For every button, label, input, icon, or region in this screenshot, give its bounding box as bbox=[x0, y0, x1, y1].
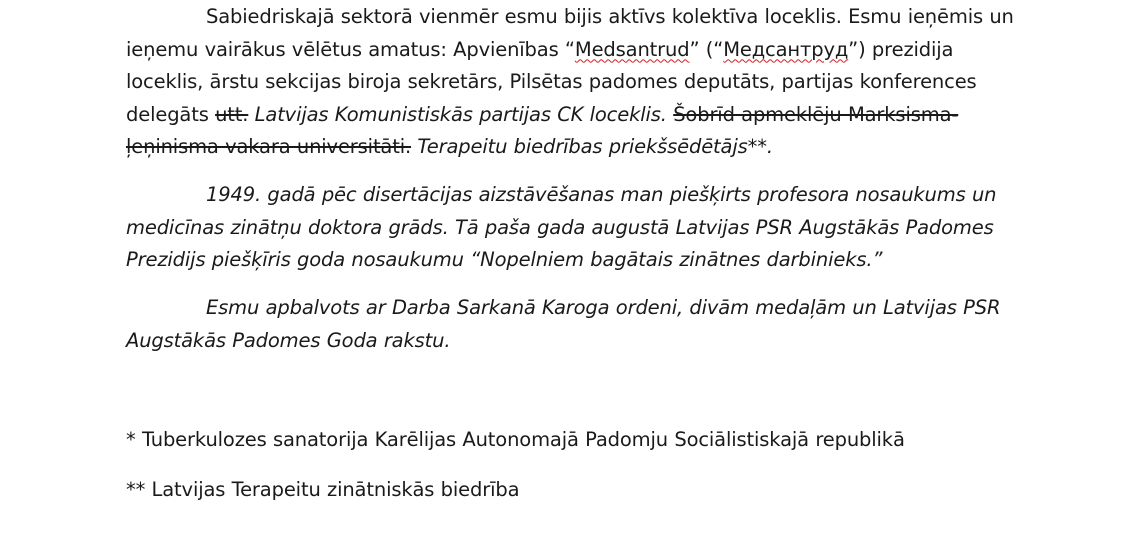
paragraph1-text-c: ”) prezidija loceklis, ārstu sekcijas biroja sekretārs, Pilsētas padomes deputāts, partijas konferences delegāts bbox=[126, 37, 977, 126]
footnote-1: * Tuberkulozes sanatorija Karēlijas Autonomajā Padomju Sociālistiskajā republikā bbox=[126, 428, 905, 451]
paragraph1-text-a: Sabiedriskajā sektorā vienmēr esmu bijis aktīvs kolektīva loceklis. Esmu ieņēmis un ieņemu vairākus vēlētus amatus: Apvienības “ bbox=[126, 5, 1014, 61]
italic-text-party-member: Latvijas Komunistiskās partijas CK loceklis. bbox=[248, 102, 674, 126]
paragraph1-text-b: ” (“ bbox=[689, 37, 724, 61]
strikethrough-text-university: Šobrīd apmeklēju Marksisma-ļeņinisma vakara universitāti. bbox=[126, 102, 959, 158]
italic-text-society-chairman: Terapeitu biedrības priekšsēdētājs**. bbox=[411, 135, 773, 158]
paragraph2-text: 1949. gadā pēc disertācijas aizstāvēšanas man piešķirts profesora nosaukums un medicīnas zinātņu doktora grāds. Tā paša gada augustā Latvijas PSR Augstākās Padomes Prezidijs piešķīris goda nosaukumu “Nopelniem bagātais zinātnes darbinieks.” bbox=[126, 183, 997, 271]
strikethrough-text-etc: utt. bbox=[215, 102, 249, 126]
spellcheck-word-medsantrud-cyrillic[interactable]: Медсантруд bbox=[723, 37, 849, 61]
paragraph3-text: Esmu apbalvots ar Darba Sarkanā Karoga ordeni, divām medaļām un Latvijas PSR Augstākās Padomes Goda rakstu. bbox=[126, 296, 1001, 352]
paragraph-awards bbox=[126, 292, 1026, 357]
spellcheck-word-medsantrud-latin[interactable]: Medsantrud bbox=[574, 37, 690, 61]
paragraph-professor-title bbox=[126, 179, 1026, 277]
paragraph-public-activity bbox=[126, 1, 1026, 164]
footnote-2: ** Latvijas Terapeitu zinātniskās biedrība bbox=[126, 478, 520, 501]
